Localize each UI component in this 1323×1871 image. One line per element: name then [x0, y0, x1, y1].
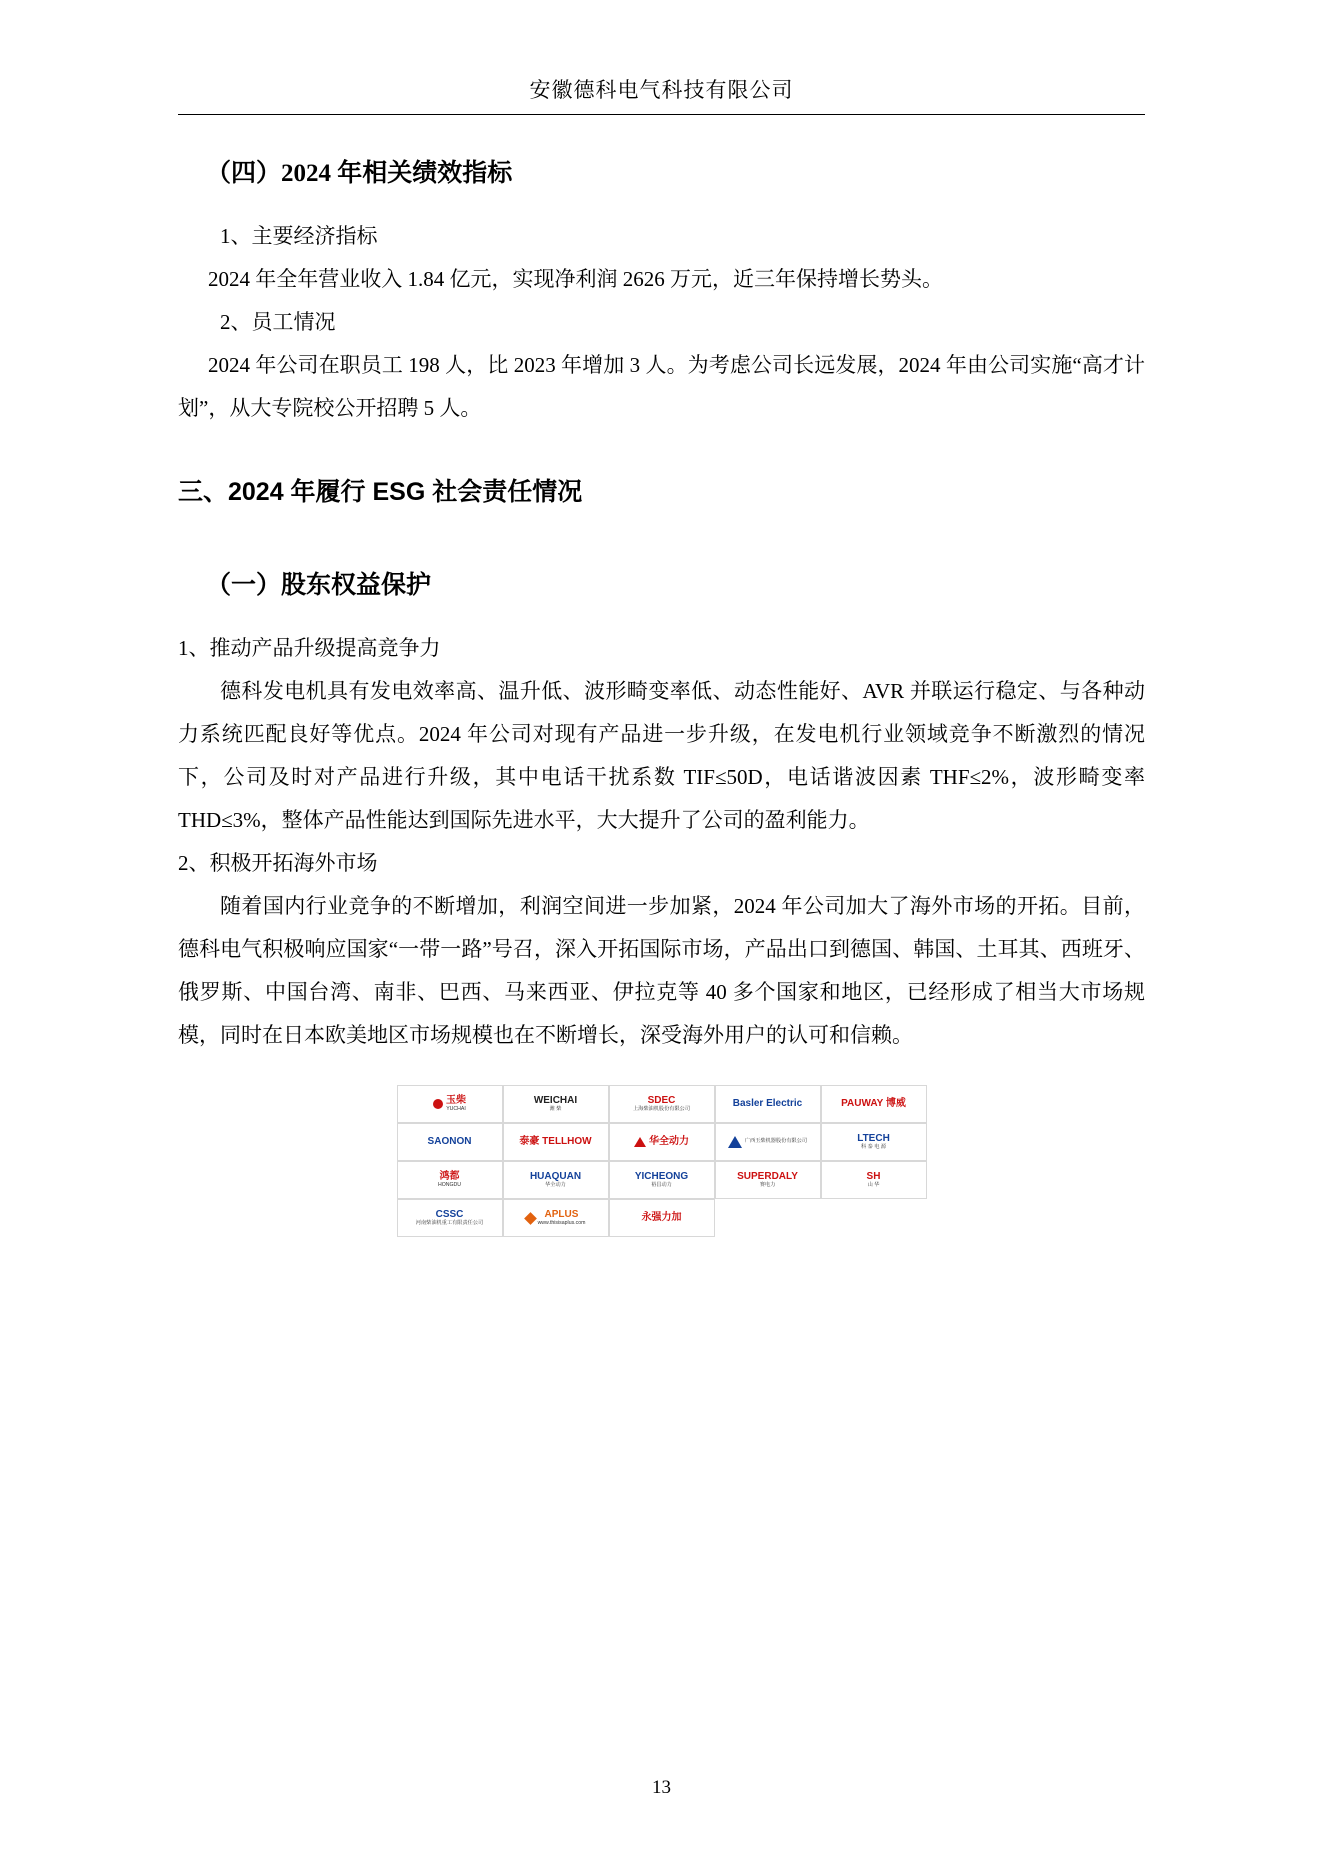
logo-text-stack: [438, 1172, 461, 1188]
logo-content: [633, 1096, 690, 1112]
logo-text-stack: [737, 1172, 798, 1188]
logo-content: [857, 1134, 890, 1150]
logo-text-stack: [649, 1137, 689, 1148]
logo-primary-text: 鸿都: [439, 1171, 460, 1183]
spacer: [178, 523, 1145, 553]
partner-logo-tellhow: [503, 1123, 609, 1161]
logo-secondary-text: 裕昌动力: [651, 1181, 672, 1188]
logo-secondary-text: www.thisisaplus.com: [537, 1219, 586, 1226]
logo-primary-text: SAONON: [427, 1135, 472, 1147]
partner-logo-sdec: [609, 1085, 715, 1123]
subsection-title-economic: 1、主要经济指标: [220, 223, 378, 248]
partner-logo-grid: [397, 1085, 927, 1237]
logo-secondary-text: 山 华: [867, 1181, 880, 1188]
logo-text-stack: [519, 1137, 591, 1148]
partner-logo-aplus: [503, 1199, 609, 1237]
logo-content: [737, 1172, 798, 1188]
logo-secondary-text: 上海柴油机股份有限公司: [632, 1105, 691, 1112]
page-footer: [0, 1777, 1323, 1799]
section-heading-performance: （四）2024 年相关绩效指标: [206, 160, 513, 187]
logo-content: [534, 1096, 577, 1112]
logo-text-stack: [867, 1172, 881, 1188]
logo-content: [530, 1172, 581, 1188]
partner-logo-superdaly: [715, 1161, 821, 1199]
logo-primary-text: SH: [866, 1171, 881, 1183]
partner-logo-blank-2: [821, 1199, 927, 1237]
partner-logo-guangxi-yuchai: [715, 1123, 821, 1161]
partner-logo-hongdu: [397, 1161, 503, 1199]
logo-text-stack: [446, 1096, 466, 1112]
logo-content: [438, 1172, 461, 1188]
logo-text-stack: [733, 1099, 803, 1110]
spacer: [178, 203, 1145, 215]
partner-logo-yuchai: [397, 1085, 503, 1123]
logo-content: [642, 1213, 682, 1224]
partner-logo-basler-electric: [715, 1085, 821, 1123]
subsection-title-staff: 2、员工情况: [220, 309, 336, 334]
logo-secondary-text: 广西玉柴机器股份有限公司: [744, 1138, 808, 1145]
page-number: 13: [652, 1777, 671, 1798]
paragraph-product-upgrade: 德科发电机具有发电效率高、温升低、波形畸变率低、动态性能好、AVR 并联运行稳定、与各种动力系统匹配良好等优点。2024 年公司对现有产品进一步升级，在发电机行业领域竞争不断激烈的情况下，公司及时对产品进行升级，其中电话干扰系数 TIF≤50D，电话谐波因素 THF≤2%，波形畸变率 THD≤3%，整体产品性能达到国际先进水平，大大提升了公司的盈利能力。: [178, 678, 1145, 832]
page-header: [178, 0, 1145, 115]
logo-primary-text: CSSC: [435, 1209, 464, 1221]
logo-text-stack: [857, 1134, 890, 1150]
partner-logo-weichai: [503, 1085, 609, 1123]
logo-content: [733, 1099, 803, 1110]
logo-secondary-text: 河南柴油机重工有限责任公司: [415, 1219, 484, 1226]
logo-secondary-text: 科 泰 电 源: [860, 1143, 887, 1150]
logo-primary-text: 泰豪 TELLHOW: [519, 1135, 592, 1147]
partner-logo-saonon: [397, 1123, 503, 1161]
logo-content: [728, 1136, 807, 1148]
logo-primary-text: YICHEONG: [634, 1171, 689, 1183]
paragraph-overseas-market: 随着国内行业竞争的不断增加，利润空间进一步加紧，2024 年公司加大了海外市场的开拓。目前，德科电气积极响应国家“一带一路”号召，深入开拓国际市场，产品出口到德国、韩国、土耳其、西班牙、俄罗斯、中国台湾、南非、巴西、马来西亚、伊拉克等 40 多个国家和地区，已经形成了相当大市场规模，同时在日本欧美地区市场规模也在不断增长，深受海外用户的认可和信赖。: [178, 894, 1145, 1048]
subsection-title-overseas-market: 2、积极开拓海外市场: [178, 850, 378, 875]
partner-logo-yicheong: [609, 1161, 715, 1199]
logo-text-stack: [428, 1137, 472, 1148]
logo-content: [635, 1172, 688, 1188]
logo-secondary-text: 潍 柴: [549, 1105, 562, 1112]
logo-primary-text: HUAQUAN: [529, 1171, 582, 1183]
paragraph-staff: 2024 年公司在职员工 198 人，比 2023 年增加 3 人。为考虑公司长远发展，2024 年由公司实施“高才计划”，从大专院校公开招聘 5 人。: [178, 352, 1145, 420]
logo-secondary-text: YUCHAI: [446, 1105, 466, 1112]
logo-mark-icon: [524, 1212, 537, 1225]
logo-primary-text: LTECH: [857, 1133, 890, 1145]
partner-logo-huaquan: [503, 1161, 609, 1199]
logo-content: [416, 1210, 483, 1226]
spacer: [178, 615, 1145, 627]
partner-logo-blank-1: [715, 1199, 821, 1237]
logo-text-stack: [745, 1139, 807, 1145]
section-heading-shareholder: （一）股东权益保护: [206, 572, 432, 600]
paragraph-economic: 2024 年全年营业收入 1.84 亿元，实现净利润 2626 万元，近三年保持增长势头。: [208, 266, 943, 291]
logo-text-stack: [534, 1096, 577, 1112]
logo-text-stack: [635, 1172, 688, 1188]
logo-primary-text: 玉柴: [446, 1095, 466, 1107]
logo-mark-icon: [728, 1136, 742, 1148]
logo-text-stack: [642, 1213, 682, 1224]
partner-logo-ltech: [821, 1123, 927, 1161]
partner-logo-huaquan-dongli: [609, 1123, 715, 1161]
logo-primary-text: SUPERDALY: [737, 1171, 798, 1183]
section-heading-esg: 三、2024 年履行 ESG 社会责任情况: [178, 477, 583, 506]
logo-primary-text: Basler Electric: [732, 1097, 803, 1109]
logo-content: [841, 1099, 906, 1110]
logo-content: [519, 1137, 591, 1148]
partner-logo-yongqiang-lijia: [609, 1199, 715, 1237]
logo-secondary-text: 赛电力: [759, 1181, 776, 1188]
logo-mark-icon: [433, 1099, 443, 1109]
logo-primary-text: APLUS: [544, 1209, 579, 1221]
logo-text-stack: [841, 1099, 906, 1110]
subsection-title-product-upgrade: 1、推动产品升级提高竞争力: [178, 635, 441, 660]
logo-content: [634, 1137, 689, 1148]
logo-text-stack: [416, 1210, 483, 1226]
header-company-name: 安徽德科电气科技有限公司: [529, 78, 794, 102]
logo-text-stack: [633, 1096, 690, 1112]
partner-logo-pauway: [821, 1085, 927, 1123]
logo-content: [433, 1096, 466, 1112]
logo-text-stack: [538, 1210, 586, 1226]
partner-logo-cssc: [397, 1199, 503, 1237]
logo-primary-text: WEICHAI: [533, 1095, 578, 1107]
page-content: [178, 115, 1145, 1237]
logo-primary-text: 永强力加: [641, 1211, 682, 1223]
logo-primary-text: 华全动力: [649, 1135, 689, 1147]
logo-mark-icon: [634, 1137, 646, 1147]
logo-primary-text: SDEC: [647, 1095, 676, 1107]
logo-content: [428, 1137, 472, 1148]
logo-secondary-text: HONGDU: [437, 1181, 462, 1188]
logo-text-stack: [530, 1172, 581, 1188]
partner-logo-shanhua: [821, 1161, 927, 1199]
logo-primary-text: PAUWAY 博威: [841, 1097, 906, 1109]
logo-secondary-text: 华全动力: [545, 1181, 566, 1188]
logo-content: [867, 1172, 881, 1188]
logo-content: [526, 1210, 586, 1226]
